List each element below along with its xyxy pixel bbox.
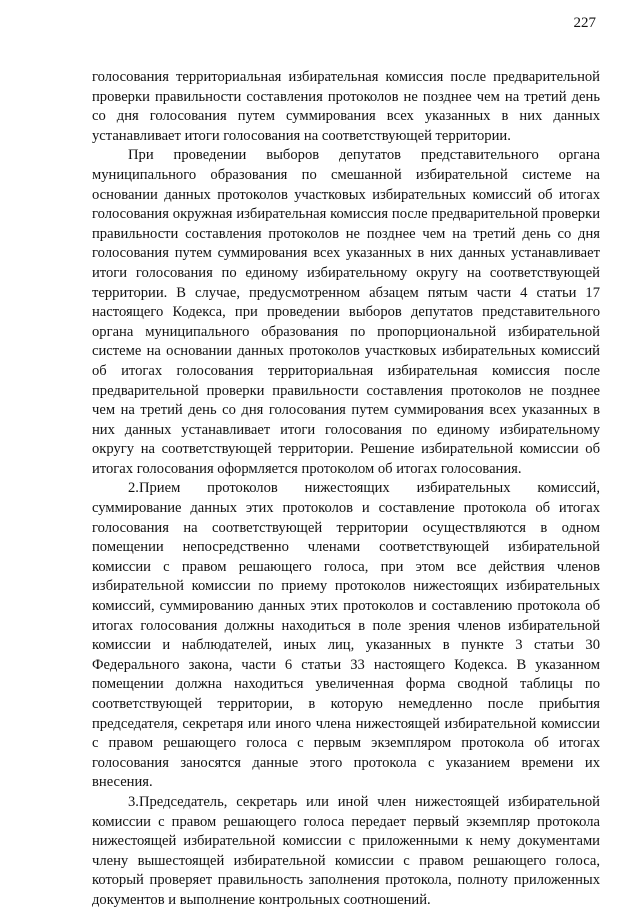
page-number: 227 [573,15,596,31]
paragraph-item-2-protocol-reception: 2.Прием протоколов нижестоящих избирательных комиссий, суммирование данных этих протоколов и составление протокола об итогах голосования на соответствующей территории осуществляются в одном помещении непосредственно членами соответствующей избирательной комиссии с правом решающего голоса, при этом все действия членов избирательной комиссии по приему протоколов нижестоящих избирательных комиссий, суммированию данных этих протоколов и составлению протокола об итогах голосования должны находиться в поле зрения членов избирательной комиссии и наблюдателей, иных лиц, указанных в пункте 3 статьи 30 Федерального закона, части 6 статьи 33 настоящего Кодекса. В указанном помещении должна находиться увеличенная форма сводной таблицы по соответствующей территории, в которую немедленно после прибытия председателя, секретаря или иного члена нижестоящей избирательной комиссии с правом решающего голоса с первым экземпляром протокола об итогах голосования заносятся данные этого протокола с указанием времени их внесения. [92,480,600,791]
paragraph-item-3-protocol-handover: 3.Председатель, секретарь или иной член нижестоящей избирательной комиссии с правом решающего голоса передает первый экземпляр протокола нижестоящей избирательной комиссии с приложенными к нему документами члену вышестоящей избирательной комиссии с правом решающего голоса, который проверяет правильность заполнения протокола, полноту приложенных документов и выполнение контрольных соотношений. [92,793,600,908]
paragraph-continuation: голосования территориальная избирательная комиссия после предварительной проверки правильности составления протоколов не позднее чем на третий день со дня голосования путем суммирования всех указанных в них данных устанавливает итоги голосования на соответствующей территории. [92,69,600,144]
document-body [92,68,600,911]
paragraph-mixed-system-results: При проведении выборов депутатов представительного органа муниципального образования по смешанной избирательной системе на основании данных протоколов участковых избирательных комиссий об итогах голосования окружная избирательная комиссия после предварительной проверки правильности составления протоколов не позднее чем на третий день со дня голосования путем суммирования всех указанных в них данных устанавливает итоги голосования по единому избирательному округу на соответствующей территории. В случае, предусмотренном абзацем пятым части 4 статьи 17 настоящего Кодекса, при проведении выборов депутатов представительного органа муниципального образования по пропорциональной избирательной системе на основании данных протоколов участковых избирательных комиссий об итогах голосования территориальная избирательная комиссия после предварительной проверки правильности составления протоколов не позднее чем на третий день со дня голосования путем суммирования всех указанных в них данных устанавливает итоги голосования по единому избирательному округу на соответствующей территории. Решение избирательной комиссии об итогах голосования оформляется протоколом об итогах голосования. [92,147,600,477]
